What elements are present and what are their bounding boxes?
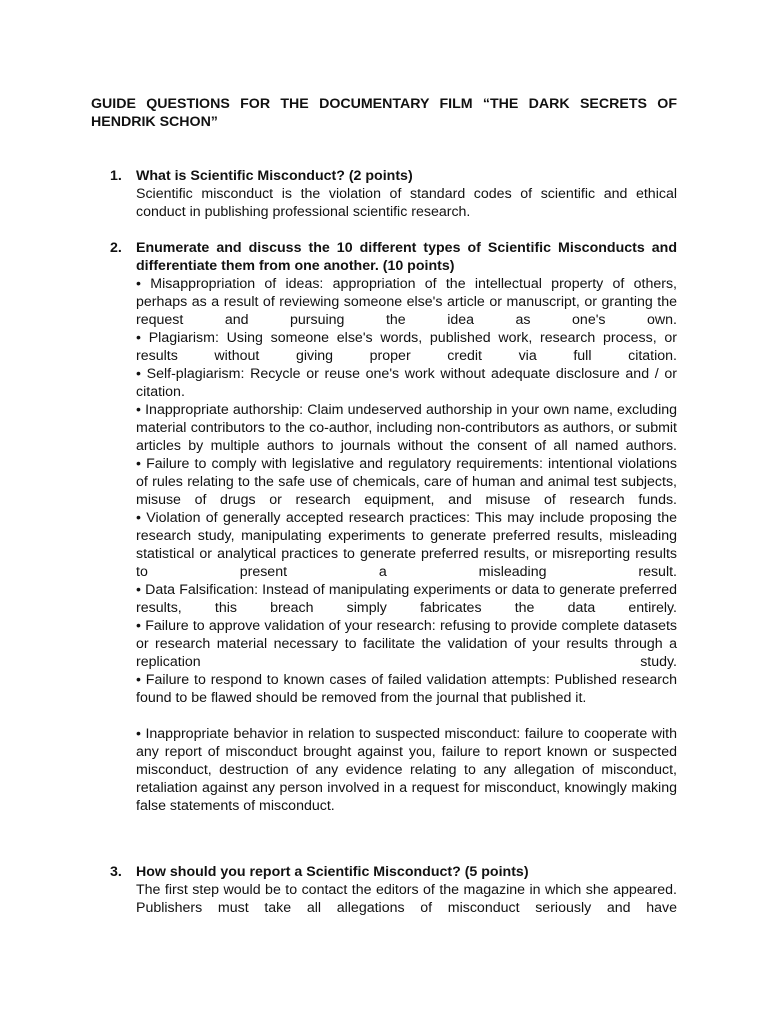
misconduct-type-data-falsification: • Data Falsification: Instead of manipulating experiments or data to generate preferred results, this breach simply fabricates the data entirely. — [136, 582, 677, 616]
question-body — [136, 167, 677, 221]
misconduct-type-failed-validation-response: • Failure to respond to known cases of failed validation attempts: Published research found to be flawed should be removed from the journal that published it. — [136, 672, 677, 706]
question-number: 2. — [110, 240, 122, 256]
misconduct-type-research-practice-violation: • Violation of generally accepted research practices: This may include proposing the research study, manipulating experiments to generate preferred results, misleading statistical or analytical practices to generate preferred results, or misreporting results to present a misleading result. — [136, 510, 677, 580]
answer-paragraph: The first step would be to contact the editors of the magazine in which she appeared. Publishers must take all allegations of misconduct seriously and have — [136, 882, 677, 916]
misconduct-type-self-plagiarism: • Self-plagiarism: Recycle or reuse one's work without adequate disclosure and / or citation. — [136, 366, 677, 400]
question-number: 3. — [110, 864, 122, 880]
misconduct-type-inappropriate-behavior: • Inappropriate behavior in relation to suspected misconduct: failure to cooperate with any report of misconduct brought against you, failure to report known or suspected misconduct, destruction of any evidence relating to any allegation of misconduct, retaliation against any person involved in a request for misconduct, knowingly making false statements of misconduct. — [136, 726, 677, 814]
misconduct-type-inappropriate-authorship: • Inappropriate authorship: Claim undeserved authorship in your own name, excluding material contributors to the co-author, including non-contributors as authors, or submit articles by multiple authors to journals without the consent of all named authors. — [136, 402, 677, 454]
question-body — [136, 863, 677, 917]
answer-paragraph: Scientific misconduct is the violation of standard codes of scientific and ethical conduct in publishing professional scientific research. — [136, 186, 677, 220]
question-body — [136, 239, 677, 815]
document-title: GUIDE QUESTIONS FOR THE DOCUMENTARY FILM “THE DARK SECRETS OF HENDRIK SCHON” — [91, 96, 677, 130]
misconduct-type-plagiarism: • Plagiarism: Using someone else's words, published work, research process, or results without giving proper credit via full citation. — [136, 330, 677, 364]
question-heading: How should you report a Scientific Misconduct? (5 points) — [136, 864, 529, 880]
question-number: 1. — [110, 168, 122, 184]
misconduct-type-validation-refusal: • Failure to approve validation of your research: refusing to provide complete datasets or research material necessary to facilitate the validation of your results through a replication study. — [136, 618, 677, 670]
question-heading: What is Scientific Misconduct? (2 points) — [136, 168, 413, 184]
misconduct-type-regulatory-failure: • Failure to comply with legislative and regulatory requirements: intentional violations of rules relating to the safe use of chemicals, care of human and animal test subjects, misuse of drugs or research equipment, and misuse of research funds. — [136, 456, 677, 508]
paragraph-gap — [136, 707, 677, 725]
question-heading: Enumerate and discuss the 10 different types of Scientific Misconducts and differentiate them from one another. (10 points) — [136, 240, 677, 274]
misconduct-type-misappropriation: • Misappropriation of ideas: appropriation of the intellectual property of others, perhaps as a result of reviewing someone else's article or manuscript, or granting the request and pursuing the idea as one's own. — [136, 276, 677, 328]
